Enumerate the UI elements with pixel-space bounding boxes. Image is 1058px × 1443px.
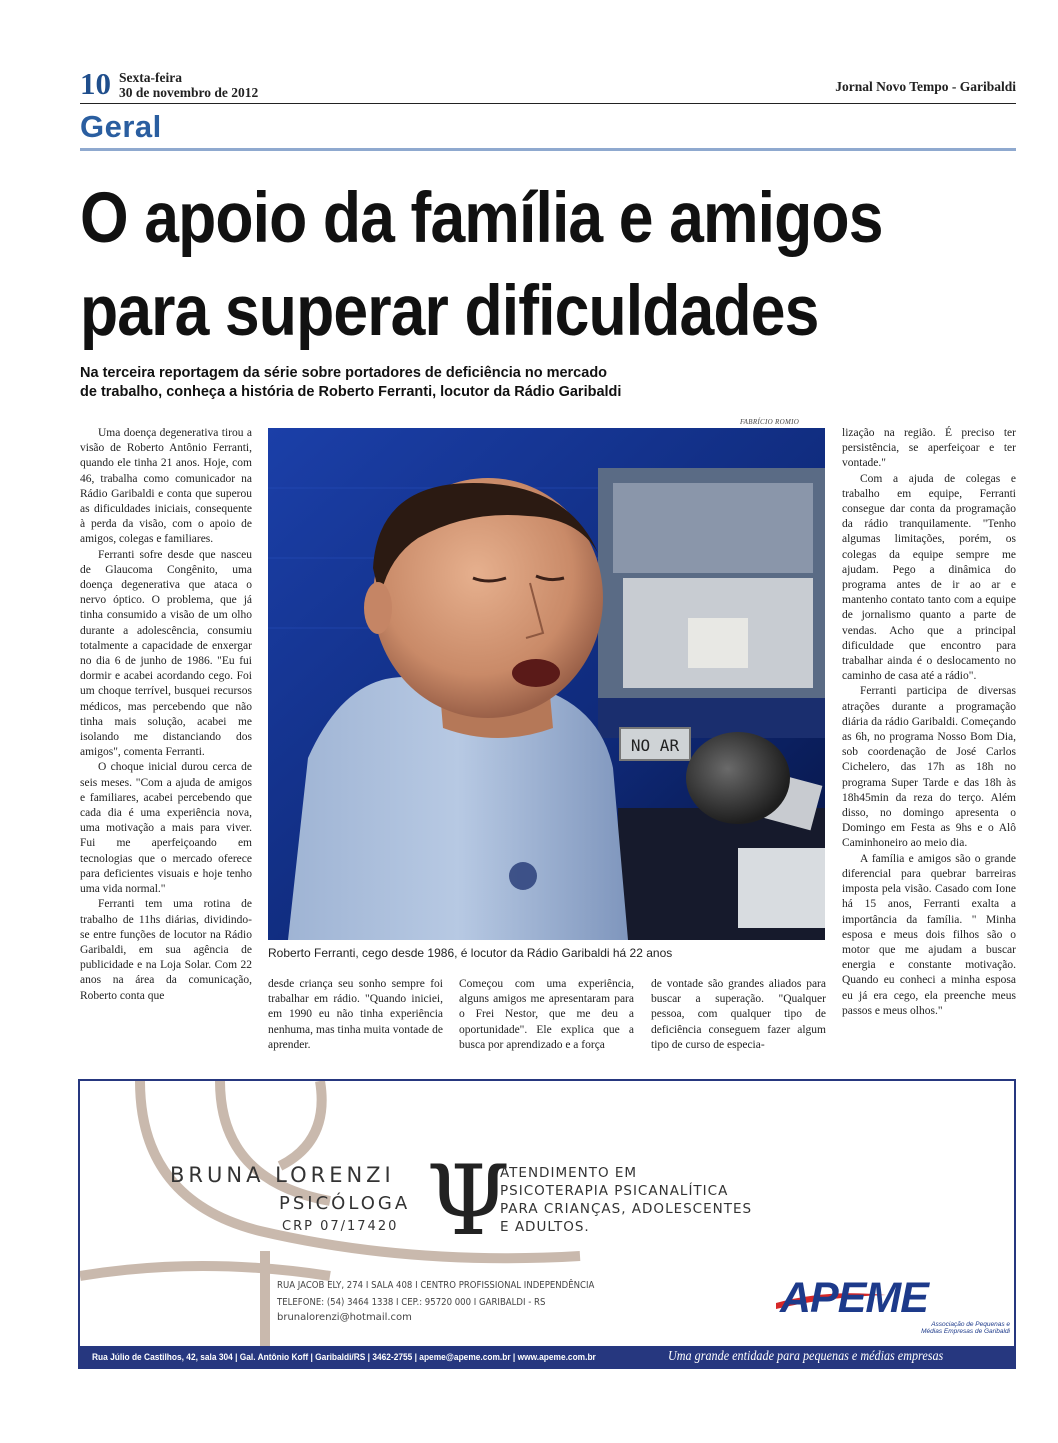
ad-email: brunalorenzi@hotmail.com <box>277 1312 412 1323</box>
paragraph: Ferranti tem uma rotina de trabalho de 11hs diárias, dividindo-se entre funções de locutor na Rádio Garibaldi, em sua agência de publicidade e na Loja Solar. Com 22 anos na área da comunicação, Roberto conta que <box>80 898 252 1002</box>
section-title: Geral <box>80 109 162 144</box>
paragraph: Uma doença degenerativa tirou a visão de Roberto Antônio Ferranti, quando ele tinha 21 anos. Hoje, com 46, trabalha como comunicador na Rádio Garibaldi e conta que superou as dificuldades iniciais, consequente à perda da visão, com o apoio de amigos, colegas e familiares. <box>80 427 252 546</box>
service-line: PSICOTERAPIA PSICANALÍTICA <box>500 1183 729 1199</box>
header-rule <box>80 103 1016 104</box>
issue-date <box>119 70 258 100</box>
headline-line-2: para superar dificuldades <box>80 272 819 351</box>
address-line: RUA JACOB ELY, 274 I SALA 408 I CENTRO PROFISSIONAL INDEPENDÊNCIA <box>277 1280 595 1291</box>
radio-studio-photo <box>268 428 825 940</box>
headline-line-1: O apoio da família e amigos <box>80 179 883 258</box>
paragraph: A família e amigos são o grande diferencial para quebrar barreiras imposta pela visão. Casado com Ione há 15 anos, Ferranti exalta a importância da família. " Minha esposa e meus dois filhos são o motor que me ajudam a buscar energia e constante motivação. Quando eu conheci a minha esposa eu já era cego, ela preenche meus passos e meus olhos." <box>842 852 1016 1017</box>
weekday: Sexta-feira <box>119 70 182 85</box>
photo-caption: Roberto Ferranti, cego desde 1986, é locutor da Rádio Garibaldi há 22 anos <box>268 946 673 960</box>
headline <box>80 172 898 358</box>
profession: PSICÓLOGA <box>279 1193 411 1214</box>
section-rule <box>80 148 1016 151</box>
article-column-3 <box>459 977 634 1053</box>
apeme-tagline: Associação de Pequenas e Médias Empresas de Garibaldi <box>921 1321 1010 1335</box>
paragraph: O choque inicial durou cerca de seis meses. "Com a ajuda de amigos e familiares, acabei percebendo que cada dia é uma experiência nova, uma motivação a mais para viver. Fui me aperfeiçoando em tecnologias que o mercado oferece para deficientes visuais e hoje tenho uma vida normal." <box>80 761 252 896</box>
apeme-contact-info: Rua Júlio de Castilhos, 42, sala 304 | Gal. Antônio Koff | Garibaldi/RS | 3462-2755 | apeme@apeme.com.br | www.apeme.com.br <box>92 1352 596 1363</box>
paragraph: lização na região. É preciso ter persistência, se aperfeiçoar e ter vontade." <box>842 427 1016 470</box>
article-column-4 <box>651 977 826 1053</box>
page-number: 10 <box>80 66 111 101</box>
on-air-sign: NO AR <box>630 736 680 755</box>
psi-symbol-icon: Ψ <box>426 1145 511 1257</box>
paragraph: desde criança seu sonho sempre foi trabalhar em rádio. "Quando iniciei, em 1990 eu não tinha experiência nenhuma, mas tinha muita vontade de aprender. <box>268 978 443 1051</box>
paragraph: de vontade são grandes aliados para buscar a superação. "Qualquer pessoa, com qualquer tipo de deficiência conseguem fazer algum tipo de curso de especia- <box>651 978 826 1051</box>
paragraph: Começou com uma experiência, alguns amigos me apresentaram para o Frei Nestor, que me deu a oportunidade". Ele explica que a busca por aprendizado e a força <box>459 978 634 1051</box>
subheadline-line-2: de trabalho, conheça a história de Roberto Ferranti, locutor da Rádio Garibaldi <box>80 384 622 400</box>
photo-credit: FABRÍCIO ROMIO <box>740 418 800 426</box>
article-column-2 <box>268 977 443 1053</box>
date: 30 de novembro de 2012 <box>119 85 259 100</box>
paragraph: Com a ajuda de colegas e trabalho em equipe, Ferranti consegue dar conta da programação da rádio tranquilamente. "Tenho algumas limitações, porém, os colegas da equipe sempre me ajudam. Pego a dinâmica do programa antes de ir ao ar e mantenho contato tanto com a equipe de jornalismo quanto a parte de vendas. Acho que a principal dificuldade que encontro para trabalhar ainda é o deslocamento no caminho de casa até a rádio". <box>842 472 1016 683</box>
advertisement <box>78 1079 1016 1369</box>
article-column-1 <box>80 426 252 1004</box>
article-photo <box>268 428 825 940</box>
service-line: PARA CRIANÇAS, ADOLESCENTES <box>500 1201 753 1217</box>
ad-address <box>277 1277 594 1311</box>
subheadline <box>80 364 780 402</box>
psychologist-name: BRUNA LORENZI <box>170 1163 395 1187</box>
service-line: ATENDIMENTO EM <box>500 1165 638 1181</box>
article-column-5 <box>842 426 1016 1019</box>
paragraph: Ferranti participa de diversas atrações durante a programação diária da rádio Garibaldi. Começando as 6h, no programa Nosso Bom Dia, sob coordenação de José Carlos Cichelero, das 17h as 18h no programa Super Tarde e das 18h às 18h45min da reza do terço. Além disso, no domingo apresenta o Domingo em Festa as 9hs e o Alô Caminhoneiro ao meio dia. <box>842 685 1016 850</box>
apeme-slogan: Uma grande entidade para pequenas e médias empresas <box>668 1348 944 1363</box>
apeme-logo: APEME <box>780 1274 928 1322</box>
subheadline-line-1: Na terceira reportagem da série sobre portadores de deficiência no mercado <box>80 365 608 381</box>
newspaper-name: Jornal Novo Tempo - Garibaldi <box>835 79 1016 94</box>
service-description <box>500 1164 752 1236</box>
crp-number: CRP 07/17420 <box>282 1219 399 1234</box>
service-line: E ADULTOS. <box>500 1219 590 1235</box>
phone-line: TELEFONE: (54) 3464 1338 I CEP.: 95720 000 I GARIBALDI - RS <box>277 1297 546 1308</box>
paragraph: Ferranti sofre desde que nasceu de Glaucoma Congênito, uma doença degenerativa que ataca o nervo óptico. O problema, que já tinha consumido a visão de um olho durante a adolescência, consumiu totalmente a capacidade de enxergar no dia 6 de junho de 1986. "Eu fui dormir e acabei acordando cego. Foi um choque terrível, busquei recursos médicos, mas percebendo que não tinha mais solução, acabei me isolando me distanciando dos amigos", comenta Ferranti. <box>80 548 252 759</box>
